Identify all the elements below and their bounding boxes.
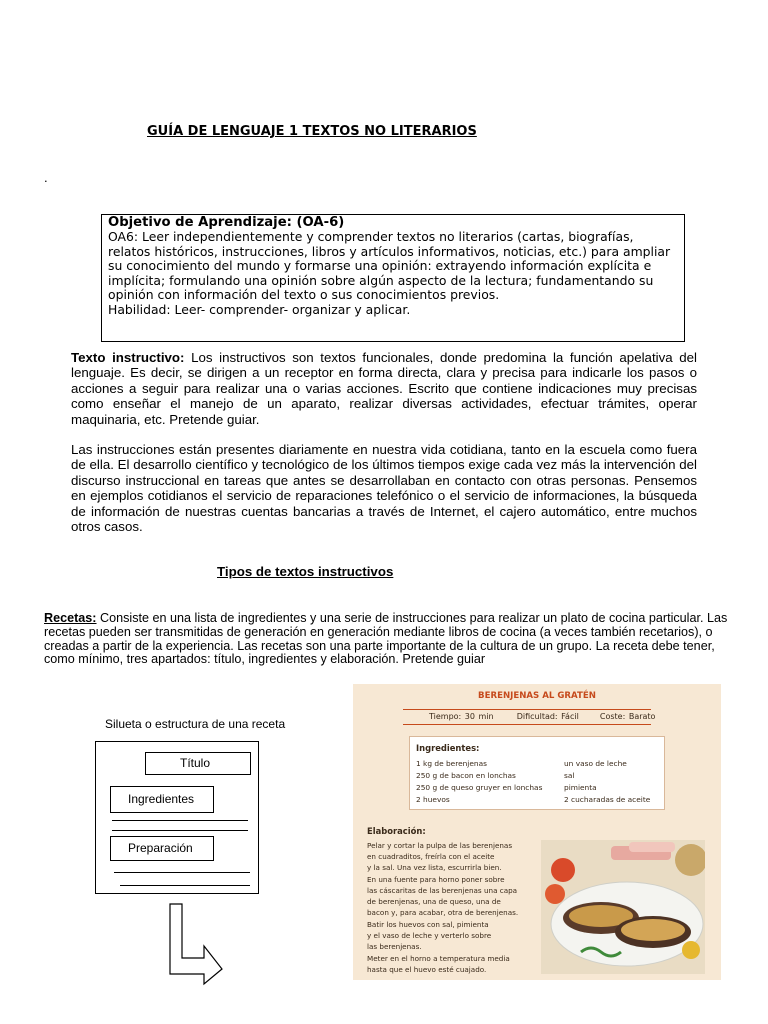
- outline-title-box: Título: [145, 752, 251, 775]
- ingredient-item: sal: [564, 771, 575, 780]
- method-line: Batir los huevos con sal, pimienta: [367, 920, 489, 929]
- recipe-meta: [429, 712, 655, 721]
- ingredient-item: 2 cucharadas de aceite: [564, 795, 651, 804]
- method-line: las berenjenas.: [367, 942, 422, 951]
- method-line: bacon y, para acabar, otra de berenjenas.: [367, 908, 519, 917]
- outline-line: [120, 885, 250, 886]
- outline-line: [114, 872, 250, 873]
- instructions-paragraph: Las instrucciones están presentes diariamente en nuestra vida cotidiana, tanto en la escuela como fuera de ella. El desarrollo científico y tecnológico de los últimos tiempos exige cada vez más la intervención del discurso instruccional en tareas que antes se desarrollaban en contacto con otras personas. Pensemos en ejemplos cotidianos el servicio de reparaciones telefónico o el servicio de informaciones, la búsqueda de información de nuestras cuentas bancarias a través de Internet, el cajero automático, entre muchos otros casos.: [71, 442, 697, 535]
- objective-box: [101, 214, 685, 342]
- page-title: GUÍA DE LENGUAJE 1 TEXTOS NO LITERARIOS: [147, 124, 477, 139]
- method-line: Pelar y cortar la pulpa de las berenjenas: [367, 841, 513, 850]
- recipe-card-image: [353, 684, 721, 980]
- eggplant-dish-photo: [541, 840, 705, 974]
- recipe-divider: [403, 724, 651, 725]
- recipes-text: Consiste en una lista de ingredientes y una serie de instrucciones para realizar un plato de cocina particular. Las recetas pueden ser transmitidas de generación en generación mediante libros de cocina (a veces también recetarios), o creadas a partir de la experiencia. Las recetas son una parte importante de la cultura de un grupo. La receta debe tener, como mínimo, tres apartados: título, ingredientes y elaboración. Pretende guiar: [44, 611, 728, 667]
- instructive-text: Los instructivos son textos funcionales, donde predomina la función apelativa del lenguaje. Es decir, se dirigen a un receptor en forma directa, clara y precisa para indicarle los pasos o acciones a seguir para realizar una o varias acciones. Escrito que contiene indicaciones muy precisas como enseñar el manejo de un aparato, realizar diversas actividades, efectuar trámites, operar maquinaria, etc. Pretende guiar.: [71, 350, 697, 427]
- method-line: de berenjenas, una de queso, una de: [367, 897, 501, 906]
- method-line: en cuadraditos, freírla con el aceite: [367, 852, 495, 861]
- ingredient-item: pimienta: [564, 783, 597, 792]
- stray-dot: .: [44, 170, 48, 185]
- method-line: y la sal. Una vez lista, escurrirla bien.: [367, 863, 502, 872]
- ingredient-item: 250 g de bacon en lonchas: [416, 771, 516, 780]
- ingredient-item: 2 huevos: [416, 795, 450, 804]
- outline-line: [112, 830, 248, 831]
- ingredient-item: 250 g de queso gruyer en lonchas: [416, 783, 543, 792]
- ingredient-item: un vaso de leche: [564, 759, 627, 768]
- method-line: las cáscaritas de las berenjenas una capa: [367, 886, 518, 895]
- outline-preparation-box: Preparación: [110, 836, 214, 861]
- recipe-ingredients-box: [409, 736, 665, 810]
- recipe-title: BERENJENAS AL GRATÉN: [478, 691, 596, 701]
- recipe-ingredients-heading: Ingredientes:: [416, 743, 480, 753]
- recipe-difficulty: Dificultad: Fácil: [516, 712, 579, 721]
- down-right-arrow-icon: [168, 902, 226, 988]
- recipe-cost: Coste: Barato: [599, 712, 656, 721]
- outline-ingredients-box: Ingredientes: [110, 786, 214, 813]
- recipe-divider: [403, 709, 651, 710]
- objective-body: OA6: Leer independientemente y comprender textos no literarios (cartas, biografías, relatos históricos, instrucciones, libros y artículos informativos, noticias, etc.) para ampliar su conocimiento del mundo y formarse una opinión: extrayendo información explícita e implícita; formulando una opinión sobre algún aspecto de la lectura; fundamentando su opinión con información del texto o sus conocimientos previos.: [108, 229, 671, 303]
- ingredient-item: 1 kg de berenjenas: [416, 759, 487, 768]
- structure-caption: Silueta o estructura de una receta: [105, 717, 286, 731]
- recipes-paragraph: [44, 612, 744, 667]
- instructive-paragraph: [71, 350, 697, 427]
- instructive-label: Texto instructivo:: [71, 350, 185, 365]
- recipes-label: Recetas:: [44, 611, 97, 625]
- recipe-method-heading: Elaboración:: [367, 826, 426, 836]
- method-line: Meter en el horno a temperatura media: [367, 954, 510, 963]
- recipe-time: Tiempo: 30 min: [429, 712, 494, 721]
- recipe-outline-diagram: [95, 741, 259, 894]
- method-line: y el vaso de leche y verterlo sobre: [367, 931, 492, 940]
- method-line: hasta que el huevo esté cuajado.: [367, 965, 487, 974]
- types-heading: Tipos de textos instructivos: [217, 564, 394, 579]
- objective-skill: Habilidad: Leer- comprender- organizar y aplicar.: [108, 301, 411, 317]
- method-line: En una fuente para horno poner sobre: [367, 875, 505, 884]
- objective-heading: Objetivo de Aprendizaje: (OA-6): [108, 215, 345, 230]
- outline-line: [112, 820, 248, 821]
